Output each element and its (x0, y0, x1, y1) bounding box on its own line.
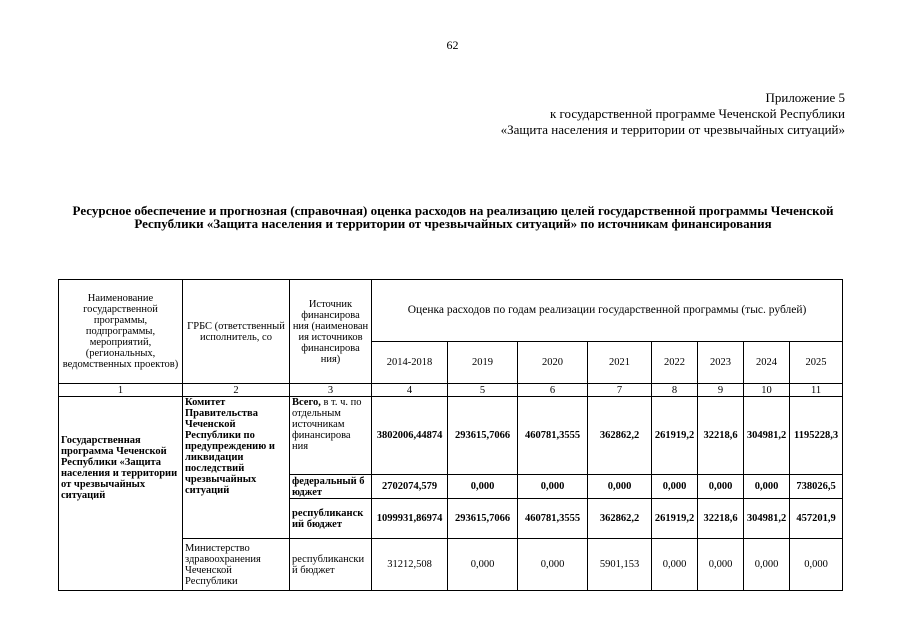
value-cell: 460781,3555 (518, 397, 588, 475)
executor-cell: Комитет Правительства Чеченской Республики по предупреждению и ликвидации последствий чрезвычайных ситуаций (183, 397, 290, 539)
value-cell: 0,000 (744, 475, 790, 499)
value-cell: 457201,9 (790, 499, 843, 539)
value-cell: 3802006,44874 (372, 397, 448, 475)
source-cell: республиканский бюджет (290, 499, 372, 539)
header-year: 2021 (588, 342, 652, 384)
value-cell: 32218,6 (698, 397, 744, 475)
value-cell: 261919,2 (652, 397, 698, 475)
value-cell: 0,000 (652, 475, 698, 499)
value-cell: 0,000 (652, 539, 698, 591)
header-year: 2020 (518, 342, 588, 384)
source-bold: Всего, (292, 397, 321, 408)
column-number: 7 (588, 384, 652, 397)
value-cell: 31212,508 (372, 539, 448, 591)
header-year: 2022 (652, 342, 698, 384)
source-cell: республиканский бюджет (290, 539, 372, 591)
source-cell: федеральный бюджет (290, 475, 372, 499)
value-cell: 460781,3555 (518, 499, 588, 539)
page-number: 62 (446, 38, 459, 52)
appendix-line-3: «Защита населения и территории от чрезвычайных ситуаций» (500, 122, 845, 137)
value-cell: 1195228,3 (790, 397, 843, 475)
column-number: 6 (518, 384, 588, 397)
value-cell: 2702074,579 (372, 475, 448, 499)
header-year: 2024 (744, 342, 790, 384)
value-cell: 304981,2 (744, 499, 790, 539)
value-cell: 0,000 (448, 475, 518, 499)
column-number: 5 (448, 384, 518, 397)
value-cell: 293615,7066 (448, 397, 518, 475)
value-cell: 32218,6 (698, 499, 744, 539)
value-cell: 0,000 (518, 539, 588, 591)
value-cell: 362862,2 (588, 397, 652, 475)
header-estimate: Оценка расходов по годам реализации государственной программы (тыс. рублей) (372, 280, 843, 342)
value-cell: 5901,153 (588, 539, 652, 591)
value-cell: 0,000 (698, 475, 744, 499)
executor-cell: Министерство здравоохранения Чеченской Республики (183, 539, 290, 591)
appendix-line-2: к государственной программе Чеченской Республики (549, 106, 845, 121)
column-number: 1 (59, 384, 183, 397)
header-name: Наименование государственной программы, подпрограммы, мероприятий, (региональных, ведомственных проектов) (59, 280, 183, 384)
value-cell: 0,000 (744, 539, 790, 591)
value-cell: 0,000 (588, 475, 652, 499)
header-year: 2025 (790, 342, 843, 384)
column-number: 10 (744, 384, 790, 397)
column-number: 8 (652, 384, 698, 397)
document-title: Ресурсное обеспечение и прогнозная (справочная) оценка расходов на реализацию целей государственной программы Чеченской Республики «Защита населения и территории от чрезвычайных ситуаций» по источникам финансирования (72, 203, 834, 231)
header-year: 2019 (448, 342, 518, 384)
column-number: 9 (698, 384, 744, 397)
column-number: 3 (290, 384, 372, 397)
header-year: 2023 (698, 342, 744, 384)
appendix-block (501, 90, 845, 138)
header-grbs: ГРБС (ответственный исполнитель, со (183, 280, 290, 384)
value-cell: 261919,2 (652, 499, 698, 539)
column-number: 4 (372, 384, 448, 397)
header-source: Источник финансирова ния (наименован ия источников финансирова ния) (290, 280, 372, 384)
value-cell: 0,000 (698, 539, 744, 591)
budget-table (58, 279, 843, 591)
column-number: 2 (183, 384, 290, 397)
program-name-cell: Государственная программа Чеченской Республики «Защита населения и территории от чрезвычайных ситуаций (59, 397, 183, 591)
value-cell: 0,000 (448, 539, 518, 591)
table-row (59, 397, 843, 475)
value-cell: 738026,5 (790, 475, 843, 499)
appendix-line-1: Приложение 5 (765, 90, 845, 105)
value-cell: 304981,2 (744, 397, 790, 475)
source-rest: в т. ч. по отдельным источникам финансирова ния (292, 397, 362, 452)
source-cell (290, 397, 372, 475)
value-cell: 1099931,86974 (372, 499, 448, 539)
value-cell: 0,000 (518, 475, 588, 499)
column-number: 11 (790, 384, 843, 397)
header-year: 2014-2018 (372, 342, 448, 384)
value-cell: 362862,2 (588, 499, 652, 539)
value-cell: 0,000 (790, 539, 843, 591)
value-cell: 293615,7066 (448, 499, 518, 539)
